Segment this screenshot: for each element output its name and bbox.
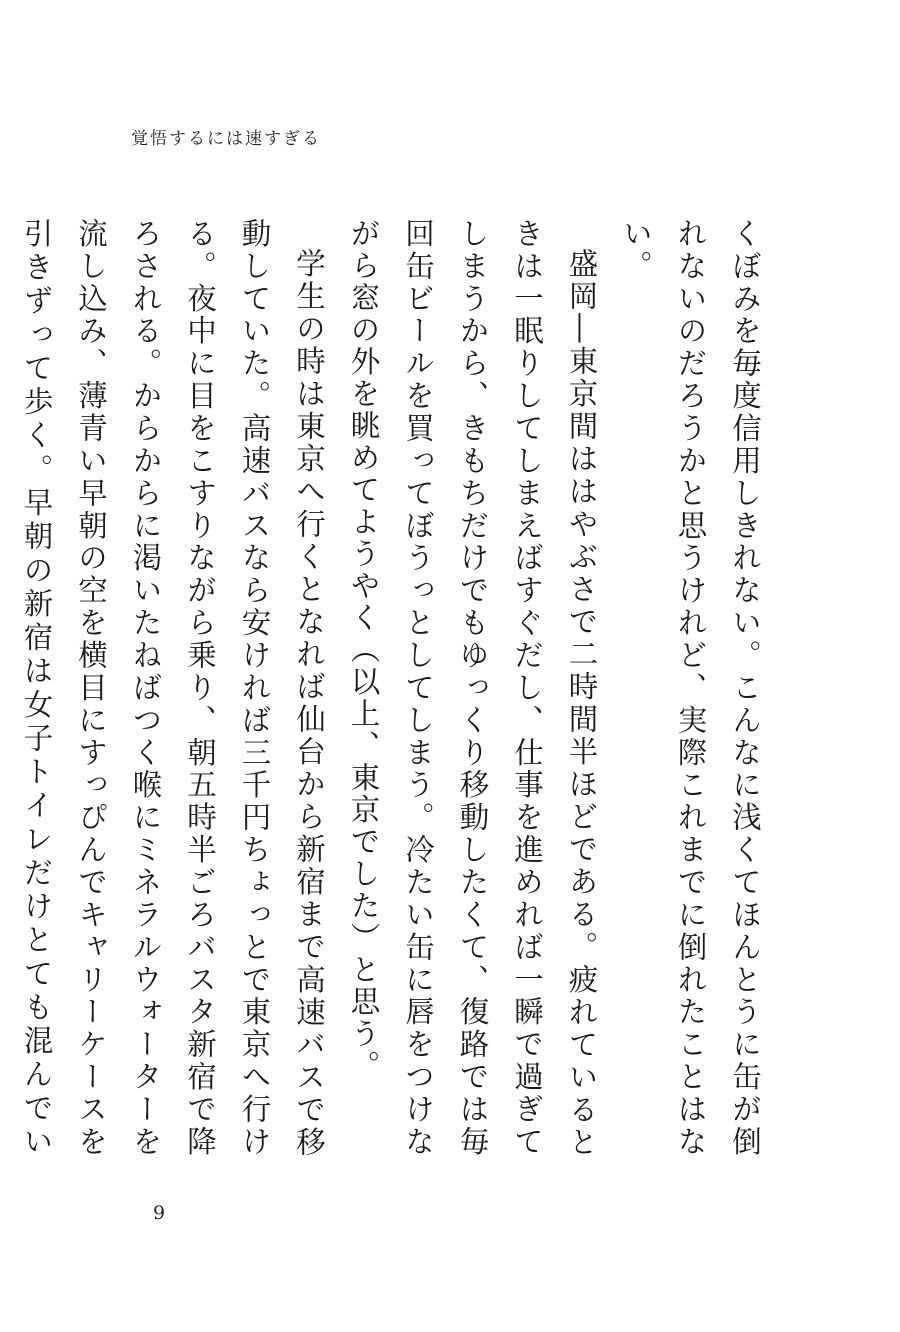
page-number: 9 — [153, 1202, 166, 1224]
paragraph: 学生の時は東京へ行くとなれば仙台から新宿まで高速バスで移動していた。高速バスなら安ければ三千円ちょっとで東京へ行ける。夜中に目をこすりながら乗り、朝五時半ごろバスタ新宿で降ろされる。からからに渇いたねばつく喉にミネラルウォーターを流し込み、薄青い早朝の空を横目にすっぴんでキャリーケースを引きずって歩く。早朝の新宿は女子トイレだけとても混んでい — [19, 218, 326, 1159]
paragraph: くぼみを毎度信用しきれない。こんなに浅くてほんとうに缶が倒れないのだろうかと思うけれど、実際これまでに倒れたことはない。 — [619, 218, 762, 1159]
running-head-title: 覚悟するには速すぎる — [131, 129, 321, 149]
body-text-column — [19, 218, 772, 1159]
paragraph: 盛岡―東京間ははやぶさで二時間半ほどである。疲れているときは一眠りしてしまえばすぐだし、仕事を進めれば一瞬で過ぎてしまうから、きもちだけでもゆっくり移動したくて、復路では毎回缶ビールを買ってぼうっとしてしまう。冷たい缶に唇をつけながら窓の外を眺めてようやく（以上、東京でした）と思う。 — [346, 218, 599, 1158]
